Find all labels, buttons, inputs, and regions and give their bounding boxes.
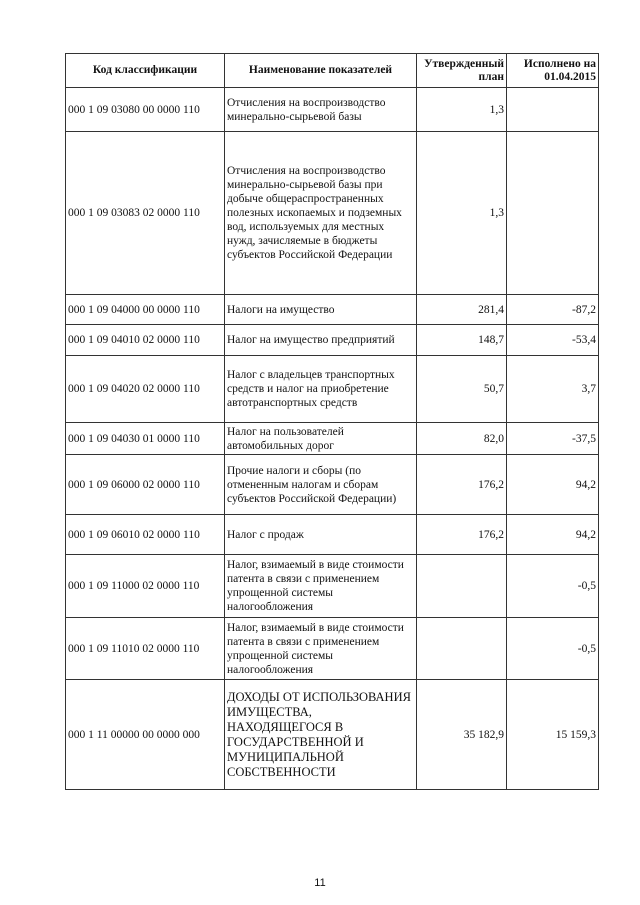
row-done: -53,4 <box>507 325 599 356</box>
row-done: -0,5 <box>507 618 599 680</box>
row-plan <box>417 555 507 618</box>
row-plan: 176,2 <box>417 455 507 515</box>
row-plan: 35 182,9 <box>417 680 507 790</box>
row-name: Налог, взимаемый в виде стоимости патента в связи с применением упрощенной системы налогообложения <box>225 555 417 618</box>
row-name: Прочие налоги и сборы (по отмененным налогам и сборам субъектов Российской Федерации) <box>225 455 417 515</box>
header-name: Наименование показателей <box>225 54 417 88</box>
page-number: 11 <box>314 877 326 889</box>
row-plan: 281,4 <box>417 295 507 325</box>
row-code: 000 1 09 11010 02 0000 110 <box>66 618 225 680</box>
row-name: Отчисления на воспроизводство минерально-сырьевой базы <box>225 88 417 132</box>
row-code: 000 1 09 11000 02 0000 110 <box>66 555 225 618</box>
row-done <box>507 88 599 132</box>
row-code: 000 1 11 00000 00 0000 000 <box>66 680 225 790</box>
table-row <box>66 325 599 356</box>
row-done: 3,7 <box>507 356 599 423</box>
table-row <box>66 423 599 455</box>
row-code: 000 1 09 04010 02 0000 110 <box>66 325 225 356</box>
row-done: 94,2 <box>507 515 599 555</box>
row-done: -37,5 <box>507 423 599 455</box>
row-plan: 176,2 <box>417 515 507 555</box>
table-row <box>66 88 599 132</box>
row-name: Отчисления на воспроизводство минерально-сырьевой базы при добыче общераспространенных полезных ископаемых и подземных вод, используемых для местных нужд, зачисляемые в бюджеты субъектов Российской Федерации <box>225 132 417 295</box>
row-code: 000 1 09 06010 02 0000 110 <box>66 515 225 555</box>
header-code: Код классификации <box>66 54 225 88</box>
row-name: Налоги на имущество <box>225 295 417 325</box>
row-done: -0,5 <box>507 555 599 618</box>
table-row <box>66 555 599 618</box>
row-done: -87,2 <box>507 295 599 325</box>
row-done: 94,2 <box>507 455 599 515</box>
row-plan: 82,0 <box>417 423 507 455</box>
header-done: Исполнено на 01.04.2015 <box>507 54 599 88</box>
row-name: ДОХОДЫ ОТ ИСПОЛЬЗОВАНИЯ ИМУЩЕСТВА, НАХОДЯЩЕГОСЯ В ГОСУДАРСТВЕННОЙ И МУНИЦИПАЛЬНОЙ СОБСТВЕННОСТИ <box>225 680 417 790</box>
row-done: 15 159,3 <box>507 680 599 790</box>
table-header-row <box>66 54 599 88</box>
row-name: Налог, взимаемый в виде стоимости патента в связи с применением упрощенной системы налогообложения <box>225 618 417 680</box>
table-row <box>66 515 599 555</box>
row-plan: 50,7 <box>417 356 507 423</box>
row-name: Налог на имущество предприятий <box>225 325 417 356</box>
table-row <box>66 618 599 680</box>
row-code: 000 1 09 06000 02 0000 110 <box>66 455 225 515</box>
header-plan: Утвержденный план <box>417 54 507 88</box>
table-row <box>66 132 599 295</box>
row-code: 000 1 09 03080 00 0000 110 <box>66 88 225 132</box>
row-name: Налог на пользователей автомобильных дорог <box>225 423 417 455</box>
row-name: Налог с владельцев транспортных средств и налог на приобретение автотранспортных средств <box>225 356 417 423</box>
table-row <box>66 356 599 423</box>
table-row <box>66 295 599 325</box>
row-code: 000 1 09 04000 00 0000 110 <box>66 295 225 325</box>
table-row <box>66 680 599 790</box>
row-plan: 148,7 <box>417 325 507 356</box>
row-name: Налог с продаж <box>225 515 417 555</box>
row-done <box>507 132 599 295</box>
row-code: 000 1 09 03083 02 0000 110 <box>66 132 225 295</box>
budget-table <box>65 53 599 790</box>
row-plan <box>417 618 507 680</box>
table-row <box>66 455 599 515</box>
row-code: 000 1 09 04020 02 0000 110 <box>66 356 225 423</box>
row-plan: 1,3 <box>417 132 507 295</box>
row-plan: 1,3 <box>417 88 507 132</box>
row-code: 000 1 09 04030 01 0000 110 <box>66 423 225 455</box>
